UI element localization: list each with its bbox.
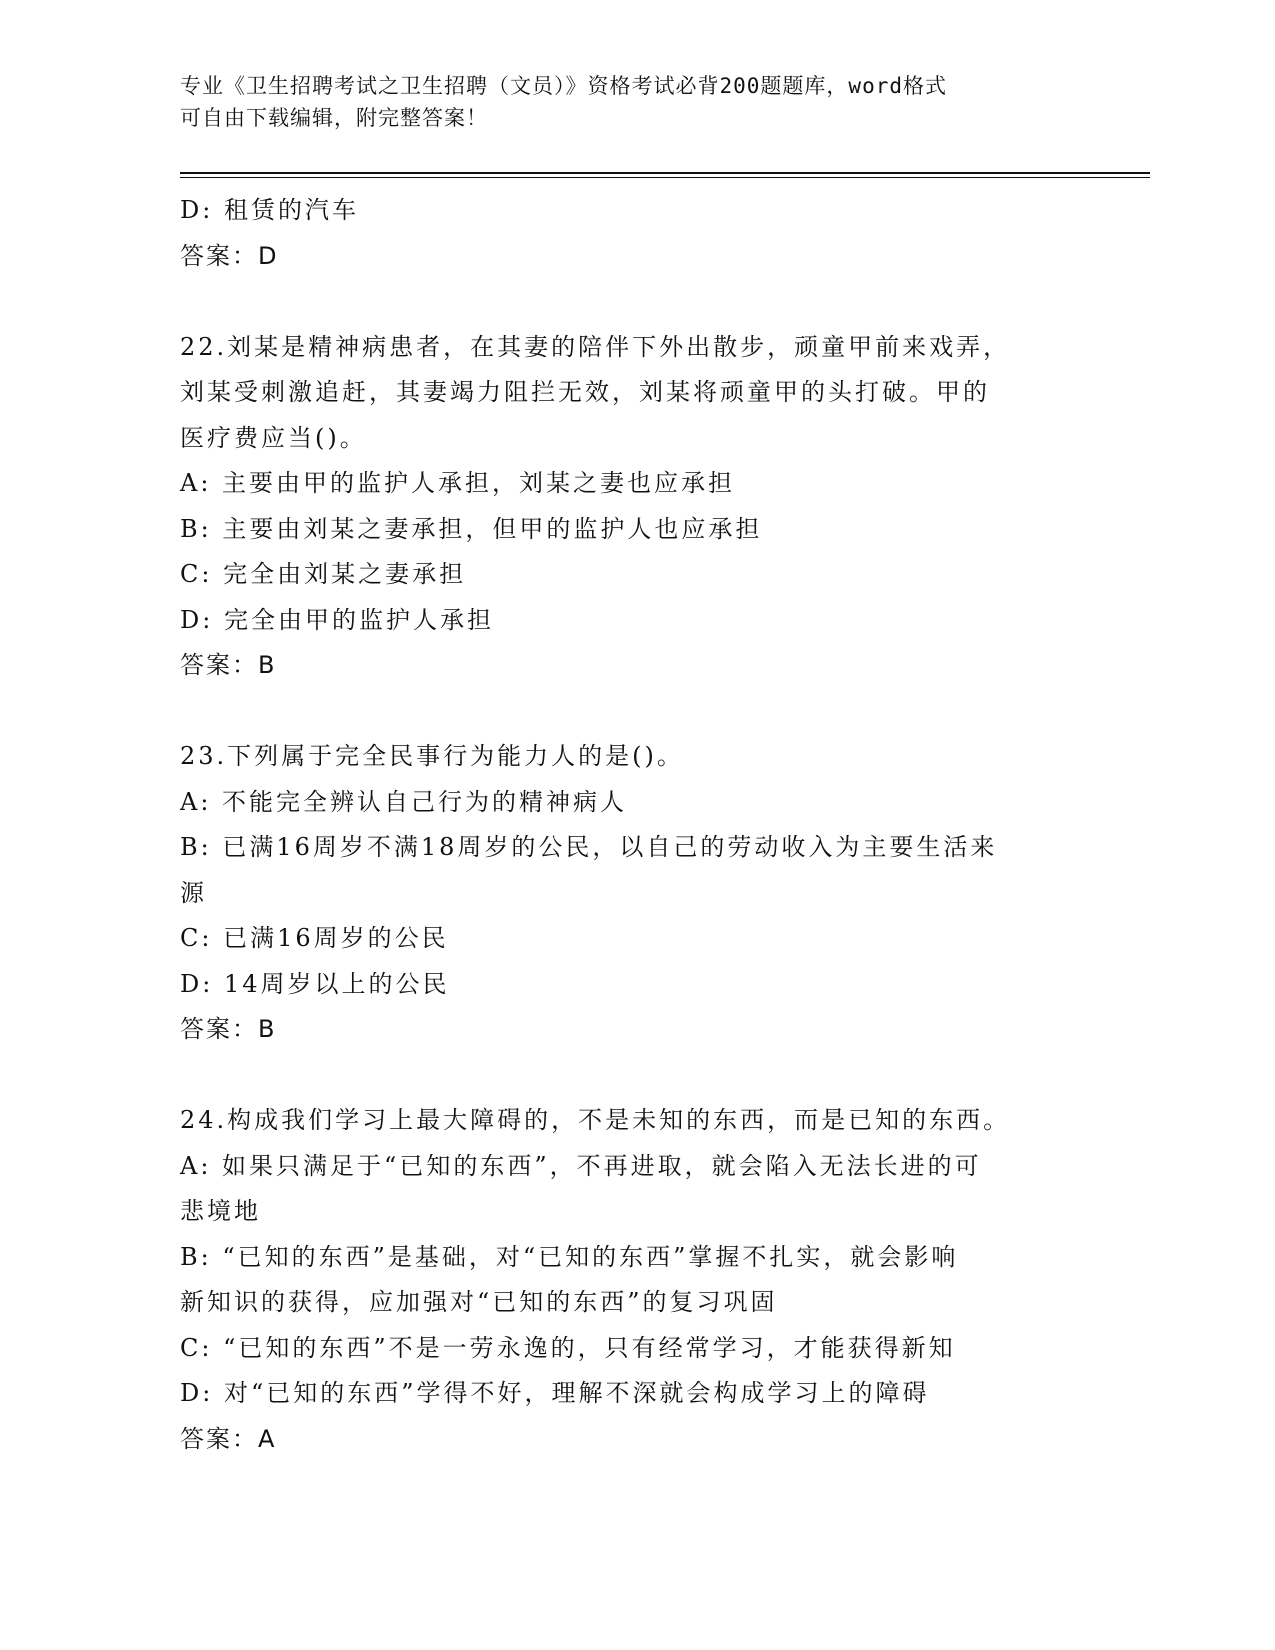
answer-line: 答案：B — [180, 1015, 277, 1043]
question-stem-line: 刘某受刺激追赶，其妻竭力阻拦无效，刘某将顽童甲的头打破。甲的 — [180, 378, 990, 406]
spacer — [180, 279, 1080, 325]
header-line-1: 专业《卫生招聘考试之卫生招聘（文员）》资格考试必背200题题库，word格式 — [180, 74, 947, 98]
option-b: B: “已知的东西”是基础，对“已知的东西”掌握不扎实，就会影响 — [180, 1242, 959, 1271]
header-divider-thick — [180, 172, 1150, 174]
answer-line: 答案：A — [180, 1424, 277, 1453]
option-c: C: 已满16周岁的公民 — [180, 924, 449, 952]
option-d: D: 租赁的汽车 — [180, 196, 359, 224]
answer-line: 答案：D — [180, 241, 279, 270]
document-header — [180, 70, 1040, 134]
option-a-continued: 悲境地 — [180, 1197, 261, 1225]
question-stem-line: 22.刘某是精神病患者，在其妻的陪伴下外出散步，顽童甲前来戏弄， — [180, 332, 1011, 361]
option-a: A: 如果只满足于“已知的东西”，不再进取，就会陷入无法长进的可 — [180, 1151, 982, 1180]
header-divider-thin — [180, 177, 1150, 178]
question-24 — [180, 1098, 1080, 1462]
question-23 — [180, 734, 1080, 1053]
option-c: C: “已知的东西”不是一劳永逸的，只有经常学习，才能获得新知 — [180, 1333, 956, 1362]
question-stem-line: 医疗费应当()。 — [180, 423, 367, 452]
question-22 — [180, 325, 1080, 689]
question-stem-line: 24.构成我们学习上最大障碍的，不是未知的东西，而是已知的东西。 — [180, 1106, 1011, 1134]
option-b: B: 主要由刘某之妻承担，但甲的监护人也应承担 — [180, 514, 763, 543]
document-body — [180, 188, 1080, 1462]
spacer — [180, 689, 1080, 735]
option-b: B: 已满16周岁不满18周岁的公民，以自己的劳动收入为主要生活来 — [180, 833, 998, 861]
answer-line: 答案：B — [180, 651, 277, 679]
option-d: D: 14周岁以上的公民 — [180, 969, 450, 998]
option-a: A: 主要由甲的监护人承担，刘某之妻也应承担 — [180, 469, 736, 497]
option-d: D: 完全由甲的监护人承担 — [180, 605, 494, 634]
question-stem-line: 23.下列属于完全民事行为能力人的是()。 — [180, 742, 684, 770]
option-b-continued: 源 — [180, 878, 207, 907]
option-a: A: 不能完全辨认自己行为的精神病人 — [180, 787, 628, 816]
header-line-2: 可自由下载编辑，附完整答案！ — [180, 106, 488, 130]
option-d: D: 对“已知的东西”学得不好，理解不深就会构成学习上的障碍 — [180, 1379, 930, 1407]
option-c: C: 完全由刘某之妻承担 — [180, 560, 467, 588]
option-b-continued: 新知识的获得，应加强对“已知的东西”的复习巩固 — [180, 1288, 778, 1316]
spacer — [180, 1053, 1080, 1099]
